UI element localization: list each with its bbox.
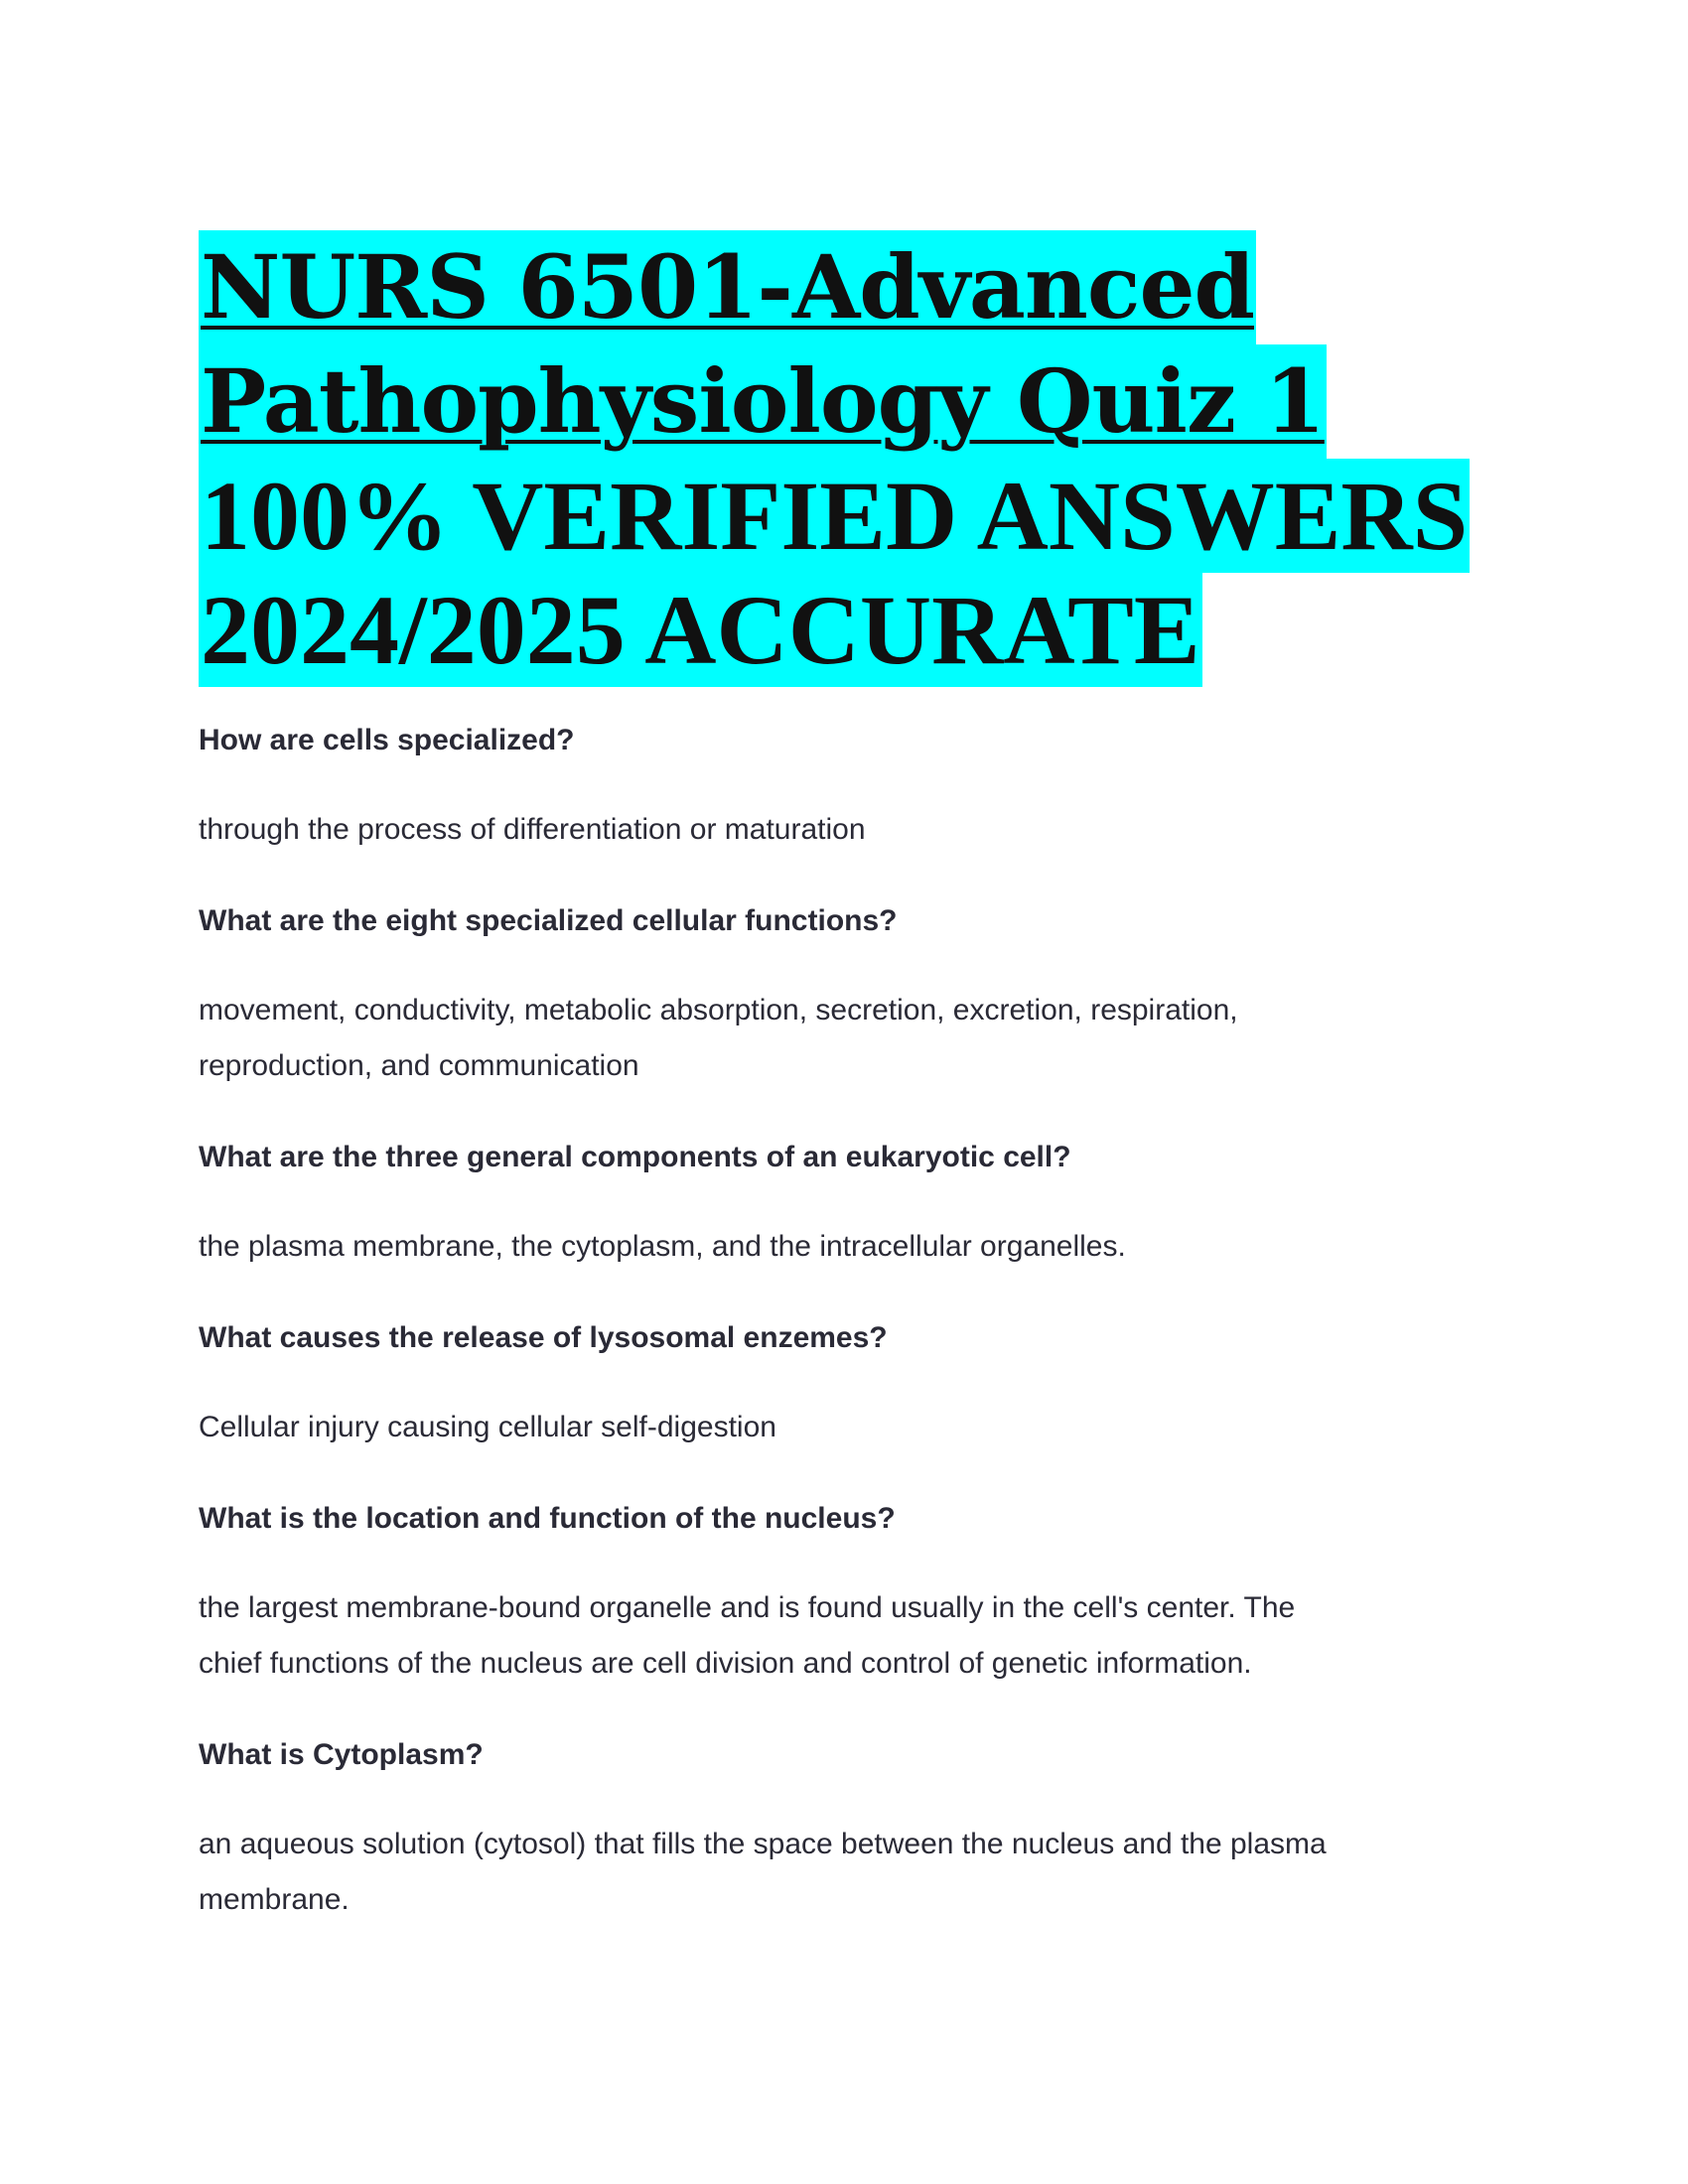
- title-line-3: 100% VERIFIED ANSWERS: [201, 461, 1469, 571]
- title-line-2: Pathophysiology Quiz 1: [199, 344, 1327, 459]
- answer-line: reproduction, and communication: [199, 1049, 639, 1082]
- qa-item: [199, 1130, 1509, 1275]
- question: What is Cytoplasm?: [199, 1738, 484, 1771]
- title-line-1: NURS 6501-Advanced: [199, 230, 1256, 344]
- answer: the plasma membrane, the cytoplasm, and the intracellular organelles.: [199, 1230, 1126, 1263]
- answer-line: chief functions of the nucleus are cell division and control of genetic information.: [199, 1647, 1252, 1680]
- question: What are the eight specialized cellular functions?: [199, 904, 898, 937]
- question: What causes the release of lysosomal enzemes?: [199, 1321, 888, 1354]
- qa-item: [199, 713, 1509, 858]
- answer: [199, 1580, 1509, 1692]
- question: What are the three general components of an eukaryotic cell?: [199, 1141, 1071, 1173]
- answer-line: movement, conductivity, metabolic absorption, secretion, excretion, respiration,: [199, 994, 1238, 1026]
- qa-item: [199, 1491, 1509, 1692]
- question: What is the location and function of the nucleus?: [199, 1502, 896, 1535]
- title-line-4: 2024/2025 ACCURATE: [201, 575, 1200, 685]
- answer-line: membrane.: [199, 1883, 350, 1916]
- answer: through the process of differentiation or maturation: [199, 813, 866, 846]
- answer: Cellular injury causing cellular self-digestion: [199, 1411, 776, 1443]
- answer-line: the largest membrane-bound organelle and is found usually in the cell's center. The: [199, 1591, 1296, 1624]
- qa-item: [199, 1727, 1509, 1928]
- answer-line: an aqueous solution (cytosol) that fills the space between the nucleus and the plasma: [199, 1828, 1327, 1860]
- question-answer-list: [199, 713, 1509, 1964]
- answer: [199, 1817, 1509, 1928]
- question: How are cells specialized?: [199, 724, 575, 756]
- document-title: [199, 230, 1489, 687]
- answer: [199, 983, 1509, 1094]
- qa-item: [199, 893, 1509, 1094]
- qa-item: [199, 1310, 1509, 1455]
